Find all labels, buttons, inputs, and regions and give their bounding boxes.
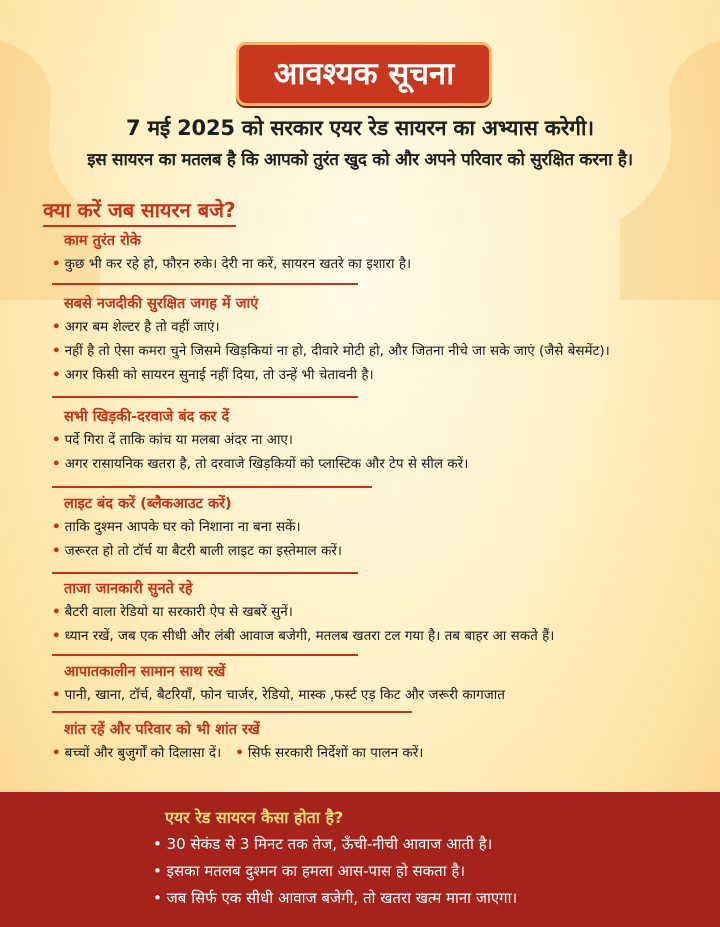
bullet-icon: •	[153, 889, 162, 907]
footer-list-item: • इसका मतलब दुश्मन का हमला आस-पास हो सकता है।	[153, 862, 466, 880]
list-item: • नहीं है तो ऐसा कमरा चुने जिसमे खिड़कियां ना हो, दीवारे मोटी हो, और जितना नीचे जा सके जाएं (जैसे बेसमेंट)।	[52, 343, 610, 359]
list-item: • अगर किसी को सायरन सुनाई नहीं दिया, तो उन्हें भी चेतावनी है।	[52, 367, 374, 383]
section-close-windows	[52, 406, 702, 476]
list-item: • पानी, खाना, टॉर्च, बैटरियाँ, फोन चार्जर, रेडियो, मास्क ,फर्स्ट एड़ किट और जरूरी कागजात	[52, 687, 505, 703]
section-title: शांत रहें और परिवार को भी शांत रखें	[64, 722, 260, 738]
list-item: • बच्चों और बुजुर्गों को दिलासा दें। • सिर्फ सरकारी निर्देशों का पालन करें।	[52, 745, 424, 761]
siren-info-footer	[0, 792, 720, 927]
list-item: • जरूरत हो तो टॉर्च या बैटरी बाली लाइट का इस्तेमाल करें।	[52, 543, 342, 559]
page-headline: 7 मई 2025 को सरकार एयर रेड सायरन का अभ्यास करेगी।	[126, 116, 594, 140]
list-item: • कुछ भी कर रहे हो, फौरन रुके। देरी ना करें, सायरन खतरे का इशारा है।	[52, 256, 412, 272]
bullet-icon: •	[153, 862, 162, 880]
bullet-icon: •	[52, 343, 61, 359]
section-title: आपातकालीन सामान साथ रखें	[64, 664, 226, 680]
list-item: • ध्यान रखें, जब एक सीधी और लंबी आवाज बजेगी, मतलब खतरा टल गया है। तब बाहर आ सकते हैं।	[52, 628, 555, 644]
list-item: • पर्दे गिरा दें ताकि कांच या मलबा अंदर ना आए।	[52, 432, 294, 448]
section-stay-calm	[52, 719, 702, 765]
section-shelter	[52, 293, 702, 387]
section-title: सभी खिड़की-दरवाजे बंद कर दें	[64, 409, 230, 425]
bullet-icon: •	[52, 319, 61, 335]
bullet-icon: •	[235, 745, 244, 761]
footer-list-item: • 30 सेकंड से 3 मिनट तक तेज, ऊँची-नीची आवाज आती है।	[153, 835, 493, 853]
bullet-icon: •	[52, 604, 61, 620]
bullet-icon: •	[52, 432, 61, 448]
bullet-icon: •	[52, 256, 61, 272]
footer-list-item: • जब सिर्फ एक सीधी आवाज बजेगी, तो खतरा खत्म माना जाएगा।	[153, 889, 518, 907]
section-title: सबसे नजदीकी सुरक्षित जगह में जाएं	[64, 296, 259, 312]
bullet-icon: •	[52, 687, 61, 703]
bullet-icon: •	[52, 456, 61, 472]
page-subheadline: इस सायरन का मतलब है कि आपको तुरंत खुद को और अपने परिवार को सुरक्षित करना है।	[87, 150, 633, 170]
list-item: • अगर बम शेल्टर है तो वहीं जाएं।	[52, 319, 220, 335]
section-blackout	[52, 493, 702, 563]
section-divider	[52, 572, 358, 574]
section-title: ताजा जानकारी सुनते रहे	[64, 581, 193, 597]
list-item: • ताकि दुश्मन आपके घर को निशाना ना बना सकें।	[52, 519, 301, 535]
section-title: काम तुरंत रोके	[64, 233, 141, 249]
section-title: लाइट बंद करें (ब्लैकआउट करें)	[64, 496, 232, 512]
section-divider	[52, 486, 372, 488]
bullet-icon: •	[52, 745, 61, 761]
bullet-icon: •	[52, 367, 61, 383]
section-news	[52, 578, 702, 648]
footer-title: एयर रेड सायरन कैसा होता है?	[165, 808, 344, 827]
section-supplies	[52, 661, 702, 707]
section-stop-work	[52, 230, 702, 276]
list-item: • बैटरी वाला रेडियो या सरकारी ऐप से खबरें सुनें।	[52, 604, 293, 620]
section-divider	[52, 283, 358, 285]
notice-badge: आवश्यक सूचना	[236, 42, 492, 106]
bullet-icon: •	[153, 835, 162, 853]
section-divider	[52, 396, 358, 398]
bullet-icon: •	[52, 543, 61, 559]
bullet-icon: •	[52, 519, 61, 535]
bullet-icon: •	[52, 628, 61, 644]
section-divider	[52, 654, 358, 656]
section-divider	[52, 711, 412, 713]
question-heading: क्या करें जब सायरन बजे?	[43, 196, 236, 227]
list-item: • अगर रासायनिक खतरा है, तो दरवाजे खिड़कियों को प्लास्टिक और टेप से सील करें।	[52, 456, 469, 472]
